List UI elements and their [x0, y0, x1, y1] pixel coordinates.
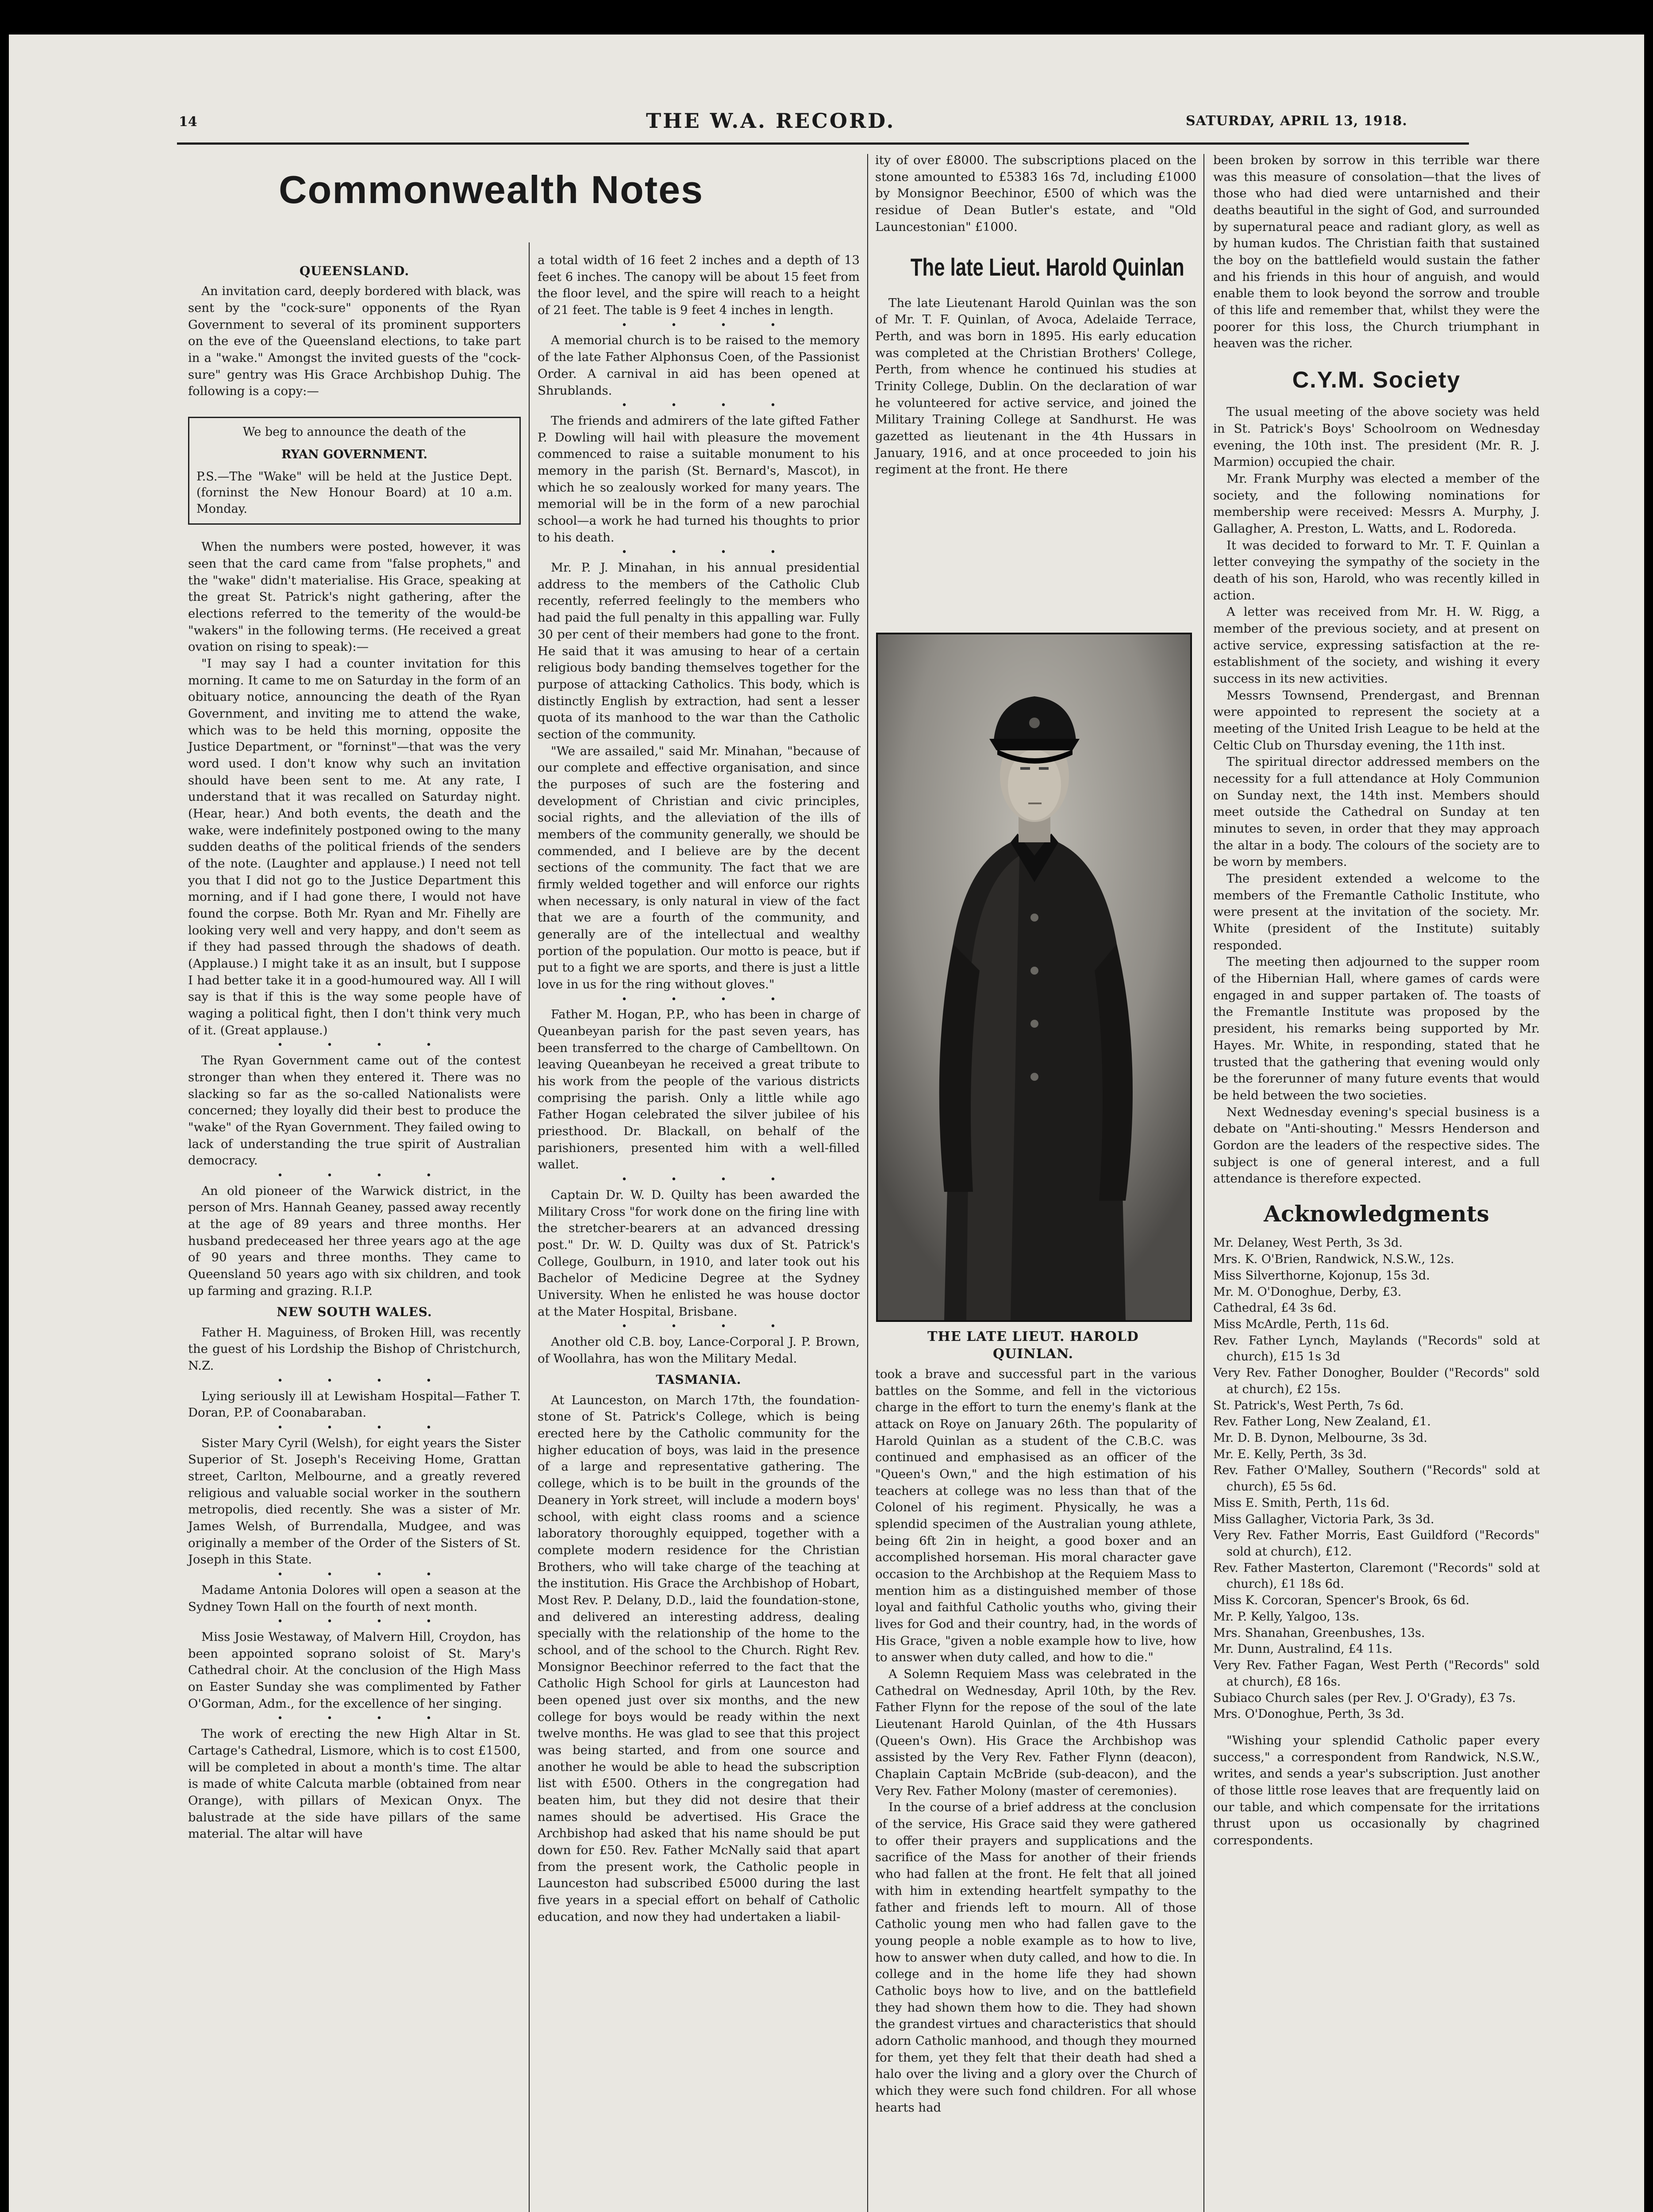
- ack-item: Mrs. Shanahan, Greenbushes, 13s.: [1213, 1626, 1425, 1640]
- col1-paragraph: The work of erecting the new High Altar in St. Cartage's Cathedral, Lismore, which is to cost £1500, will be completed in about a month's time. The altar is made of white Calcuta marble (obtained from near Orange), with pillars of Mexican Onyx. The balustrade at the side have pillars of the same material. The altar will have: [188, 1727, 521, 1841]
- ack-item: Cathedral, £4 3s 6d.: [1213, 1301, 1337, 1315]
- column-rule-3: [1203, 154, 1204, 2212]
- cym-paragraph: The meeting then adjourned to the supper room of the Hibernian Hall, where games of cards were engaged in and supper partaken of. The toasts of the Fremantle Institute was proposed by the president, his remarks being supported by Mr. Hayes. Mr. White, in responding, stated that he trusted that the gathering that evening would only be the forerunner of many future events that would be held between the two societies.: [1213, 955, 1540, 1102]
- masthead-title: THE W.A. RECORD.: [646, 109, 896, 133]
- tasmania-subhead: TASMANIA.: [656, 1372, 742, 1387]
- cym-paragraph: Messrs Townsend, Prendergast, and Brennan were appointed to represent the society at a meeting of the United Irish League to be held at the Celtic Club on Thursday evening, the 11th inst.: [1213, 688, 1540, 753]
- ack-item: Rev. Father O'Malley, Southern ("Records" sold at church), £5 5s 6d.: [1213, 1463, 1540, 1494]
- soldier-portrait: [878, 634, 1190, 1320]
- col2-paragraph: a total width of 16 feet 2 inches and a depth of 13 feet 6 inches. The canopy will be about 15 feet from the floor level, and the spire will reach to a height of 21 feet. The table is 9 feet 4 inches in length.: [538, 253, 860, 318]
- ack-item: St. Patrick's, West Perth, 7s 6d.: [1213, 1398, 1404, 1413]
- column-1: QUEENSLAND. An invitation card, deeply bordered with black, was sent by the "cock-sure" opponents of the Ryan Government to several of its prominent supporters on the eve of the Queensland elections, to take part in a "wake." Amongst the invited guests of the "cock-sure" gentry was His Grace Archbishop Duhig. The following is a copy:— We beg to announce the death of the RYAN GOVERNMENT. P.S.—The "Wake" will be held at the Justice Dept. (forninst the New Honour Board) at 10 a.m. Monday. When the numbers were posted, however, it was seen that the card came from "false prophets," and the "wake" didn't materialise. His Grace, speaking at the great St. Patrick's night gathering, after the elections referred to the temerity of the would-be "wakers" in the following terms. (He received a great ovation on rising to speak):— "I may say I had a counter invitation for this morning. It came to me on Saturday in the form of an obituary notice, announcing the death of the Ryan Government, and inviting me to attend the wake, which was to be held this morning, opposite the Justice Department, or "forninst"—that was the very word used. I don't know why such an invitation should have been sent to me. At any rate, I understand that it was recalled on Saturday night. (Hear, hear.) And both events, the death and the wake, were indefinitely postponed owing to the many sudden deaths of the political friends of the senders of the note. (Laughter and applause.) I need not tell you that I did not go to the Justice Department this morning, and if I had gone there, I would not have found the corpse. Both Mr. Ryan and Mr. Fihelly are looking very well and very happy, and don't seem as if they had passed through the shadows of death. (Applause.) I might take it as an insult, but I suppose I had better take it in a good-humoured way. All I will say is that if this is the way some people have of waging a political fight, then I don't think very much of it. (Great applause.) • • • • The Ryan Government came out of the contest stronger than when they entered it. There was no slacking so far as the so-called Nationalists were concerned; they loyally did their best to produce the "wake" of the Ryan Government. They failed owing to lack of understanding the true spirit of Australian democracy. • • • • An old pioneer of the Warwick district, in the person of Mrs. Hannah Geaney, passed away recently at the age of 89 years and three months. Her husband predeceased her three years ago at the age of 90 years and three months. They came to Queensland 50 years ago with six children, and took up farming and grazing. R.I.P. NEW SOUTH WALES. Father H. Maguiness, of Broken Hill, was recently the guest of his Lordship the Bishop of Christchurch, N.Z. • • • • Lying seriously ill at Lewisham Hospital—Father T. Doran, P.P. of Coonabaraban. • • • • Sister Mary Cyril (Welsh), for eight years the Sister Superior of St. Joseph's Receiving Home, Grattan street, Carlton, Melbourne, and a greatly revered religious and valuable social worker in the southern metropolis, died recently. She was a sister of Mr. James Welsh, of Burrendalla, Mudgee, and was originally a member of the Order of the Sisters of St. Joseph in this State. • • • • Madame Antonia Dolores will open a season at the Sydney Town Hall on the fourth of next month. • • • • Miss Josie Westaway, of Malvern Hill, Croydon, has been appointed soprano soloist of St. Mary's Cathedral choir. At the conclusion of the High Mass on Easter Sunday she was complimented by Father O'Gorman, Adm., for the excellence of her singing. • • • • The work of erecting the new High Altar in St. Cartage's Cathedral, Lismore, which is to cost £1500, will be completed in about a month's time. The altar is made of white Calcuta marble (obtained from near Orange), with pillars of Mexican Onyx. The balustrade at the side have pillars of the same material. The altar will have: [188, 258, 521, 1843]
- col2-paragraph: A memorial church is to be raised to the memory of the late Father Alphonsus Coen, of the Passionist Order. A carnival in aid has been opened at Shrublands.: [538, 333, 860, 398]
- quinlan-paragraph-cont: been broken by sorrow in this terrible war there was this measure of consolation—that the lives of those who had died were untarnished and their deaths beautiful in the sight of God, and surrounded by supernatural peace and radiant glory, as well as by human kudos. The Christian faith that sustained the boy on the battlefield would sustain the father and his friends in this hour of anguish, and would enable them to look beyond the sorrow and trouble of this life and remember that, whilst they were the poorer for this loss, the Church triumphant in heaven was the richer.: [1213, 153, 1540, 351]
- ack-item: Miss K. Corcoran, Spencer's Brook, 6s 6d.: [1213, 1594, 1470, 1608]
- ack-item: Mr. M. O'Donoghue, Derby, £3.: [1213, 1285, 1402, 1299]
- commonwealth-notes-heading: Commonwealth Notes: [279, 168, 704, 211]
- ack-item: Miss McArdle, Perth, 11s 6d.: [1213, 1317, 1389, 1331]
- portrait-photo: [876, 633, 1192, 1322]
- column-rule-2: [867, 154, 868, 2212]
- ack-item: Mrs. O'Donoghue, Perth, 3s 3d.: [1213, 1707, 1404, 1721]
- card-line-3: P.S.—The "Wake" will be held at the Justice Dept. (forninst the New Honour Board) at 10 a.m. Monday.: [196, 469, 512, 516]
- col1-paragraph: Father H. Maguiness, of Broken Hill, was recently the guest of his Lordship the Bishop of Christchurch, N.Z.: [188, 1325, 521, 1373]
- ack-item: Mr. D. B. Dynon, Melbourne, 3s 3d.: [1213, 1431, 1427, 1445]
- cym-paragraph: Mr. Frank Murphy was elected a member of the society, and the following nominations for membership were received: Messrs A. Murphy, J. Gallagher, A. Preston, L. Watts, and L. Rodoreda.: [1213, 471, 1540, 536]
- col2-paragraph: Mr. P. J. Minahan, in his annual presidential address to the members of the Catholic Club recently, referred feelingly to the members who had paid the full penalty in this appalling war. Fully 30 per cent of their members had gone to the front. He said that it was amusing to hear of a certain religious body banding themselves together for the purpose of attacking Catholics. This body, which is distinctly English by extraction, had sent a lesser quota of its manhood to the war than the Catholic section of the community.: [538, 561, 860, 741]
- column-4-top: [1213, 152, 1540, 1849]
- column-rule-1: [529, 242, 530, 2212]
- ack-item: Very Rev. Father Donogher, Boulder ("Records" sold at church), £2 15s.: [1213, 1366, 1540, 1396]
- col1-paragraph: An old pioneer of the Warwick district, in the person of Mrs. Hannah Geaney, passed away recently at the age of 89 years and three months. Her husband predeceased her three years ago at the age of 90 years and three months. They came to Queensland 50 years ago with six children, and took up farming and grazing. R.I.P.: [188, 1183, 521, 1298]
- ack-item: Subiaco Church sales (per Rev. J. O'Grady), £3 7s.: [1213, 1691, 1516, 1705]
- col2-paragraph: Father M. Hogan, P.P., who has been in charge of Queanbeyan parish for the past seven years, has been transferred to the charge of Cambelltown. On leaving Queanbeyan he received a great tribute to his work from the people of the various districts comprising the parish. Only a little while ago Father Hogan celebrated the silver jubilee of his priesthood. Dr. Blackall, on behalf of the parishioners, presented him with a well-filled wallet.: [538, 1007, 860, 1172]
- issue-date: SATURDAY, APRIL 13, 1918.: [1186, 113, 1407, 129]
- ack-item: Very Rev. Father Morris, East Guildford ("Records" sold at church), £12.: [1213, 1528, 1540, 1559]
- col2-paragraph: Captain Dr. W. D. Quilty has been awarded the Military Cross "for work done on the firing line with the stretcher-bearers at an advanced dressing post." Dr. W. D. Quilty was dux of St. Patrick's College, Goulburn, in 1910, and later took out his Bachelor of Medicine Degree at the Sydney University. When he enlisted he was house doctor at the Mater Hospital, Brisbane.: [538, 1187, 860, 1319]
- cym-paragraph: The usual meeting of the above society was held in St. Patrick's Boys' Schoolroom on Wednesday evening, the 10th inst. The president (Mr. R. J. Marmion) occupied the chair.: [1213, 405, 1540, 469]
- photo-caption: THE LATE LIEUT. HAROLD QUINLAN.: [927, 1329, 1139, 1362]
- ack-item: Mr. P. Kelly, Yalgoo, 13s.: [1213, 1609, 1360, 1624]
- column-3-bottom: [875, 1366, 1196, 2116]
- ack-item: Mr. E. Kelly, Perth, 3s 3d.: [1213, 1447, 1367, 1461]
- quinlan-heading: The late Lieut. Harold Quinlan: [910, 253, 1184, 281]
- col1-intro: An invitation card, deeply bordered with black, was sent by the "cock-sure" opponents of the Ryan Government to several of its prominent supporters on the eve of the Queensland elections, to take part in a "wake." Amongst the invited guests of the "cock-sure" gentry was His Grace Archbishop Duhig. The following is a copy:—: [188, 284, 521, 399]
- col2-paragraph: At Launceston, on March 17th, the foundation-stone of St. Patrick's College, which is being erected here by the Catholic community for the higher education of boys, was laid in the presence of a large and representative gathering. The college, which is to be built in the grounds of the Deanery in York street, will include a modern boys' school, with eight class rooms and a science laboratory thoroughly equipped, together with a complete modern residence for the Christian Brothers, who will take charge of the teaching at the institution. His Grace the Archbishop of Hobart, Most Rev. P. Delany, D.D., laid the foundation-stone, and delivered an interesting address, dealing specially with the relationship of the home to the school, and of the school to the Church. Right Rev. Monsignor Beechinor referred to the fact that the Catholic High School for girls at Launceston had been opened just over six months, and the new college for boys would be ready within the next twelve months. He was glad to see that this project was being started, and from one source and another he would be able to head the subscription list with £500. Others in the congregation had beaten him, but they did not desire that their names should be advertised. His Grace the Archbishop had asked that his name should be put down for £50. Rev. Father McNally said that apart from the present work, the Catholic people in Launceston had subscribed £5000 during the last five years in a special effort on behalf of Catholic education, and now they had undertaken a liabil-: [538, 1393, 860, 1924]
- col1-paragraph: Lying seriously ill at Lewisham Hospital—Father T. Doran, P.P. of Coonabaraban.: [188, 1389, 521, 1420]
- ack-item: Rev. Father Masterton, Claremont ("Records" sold at church), £1 18s 6d.: [1213, 1561, 1540, 1591]
- cym-paragraph: It was decided to forward to Mr. T. F. Quinlan a letter conveying the sympathy of the society in the death of his son, Harold, who was recently killed in action.: [1213, 538, 1540, 603]
- col2-paragraph: Another old C.B. boy, Lance-Corporal J. P. Brown, of Woollahra, has won the Military Medal.: [538, 1335, 860, 1366]
- col1-paragraph: Sister Mary Cyril (Welsh), for eight years the Sister Superior of St. Joseph's Receiving Home, Grattan street, Carlton, Melbourne, and a greatly revered religious and valuable social worker in the southern metropolis, died recently. She was a sister of Mr. James Welsh, of Burrendalla, Mudgee, and was originally a member of the Order of the Sisters of St. Joseph in this State.: [188, 1436, 521, 1567]
- ack-heading: Acknowledgments: [1264, 1200, 1489, 1227]
- cym-paragraph: Next Wednesday evening's special business is a debate on "Anti-shouting." Messrs Henderson and Gordon are the leaders of the respective sides. The subject is one of general interest, and a full attendance is therefore expected.: [1213, 1105, 1540, 1186]
- ack-item: Very Rev. Father Fagan, West Perth ("Records" sold at church), £8 16s.: [1213, 1659, 1540, 1689]
- ack-item: Mrs. K. O'Brien, Randwick, N.S.W., 12s.: [1213, 1252, 1454, 1267]
- col2-paragraph: "We are assailed," said Mr. Minahan, "because of our complete and effective organisation, and since the purposes of such are the fostering and development of Christian and civic principles, social rights, and the alleviation of the ills of members of the community generally, we should be commended, and I believe are by the decent sections of the community. The fact that we are firmly welded together and will enforce our rights when necessary, is only natural in view of the fact that we are a fourth of the community, and generally are of the intellectual and wealthy portion of the population. Our motto is peace, but if put to a fight we are sports, and there is just a little love in us for the ring without gloves.": [538, 744, 860, 991]
- page-number: 14: [179, 114, 197, 130]
- nsw-subhead: NEW SOUTH WALES.: [277, 1305, 432, 1320]
- col1-paragraph: The Ryan Government came out of the contest stronger than when they entered it. There was no slacking so far as the so-called Nationalists were concerned; they loyally did their best to produce the "wake" of the Ryan Government. They failed owing to lack of understanding the true spirit of Australian democracy.: [188, 1053, 521, 1168]
- masthead-rule: [177, 142, 1469, 145]
- ack-item: Rev. Father Long, New Zealand, £1.: [1213, 1415, 1431, 1429]
- ack-item: Mr. Dunn, Australind, £4 11s.: [1213, 1642, 1393, 1656]
- quinlan-paragraph: The late Lieutenant Harold Quinlan was the son of Mr. T. F. Quinlan, of Avoca, Adelaide Terrace, Perth, and was born in 1895. His early education was completed at the Christian Brothers' College, Perth, from whence he continued his studies at Trinity College, Dublin. On the declaration of war he volunteered for active service, and joined the Military Training College at Sandhurst. He was gazetted as lieutenant in the 4th Hussars in January, 1916, and at once proceeded to join his regiment at the front. He there: [875, 296, 1196, 477]
- col1-paragraph: "I may say I had a counter invitation for this morning. It came to me on Saturday in the form of an obituary notice, announcing the death of the Ryan Government, and inviting me to attend the wake, which was to be held this morning, opposite the Justice Department, or "forninst"—that was the very word used. I don't know why such an invitation should have been sent to me. At any rate, I understand that it was recalled on Saturday night. (Hear, hear.) And both events, the death and the wake, were indefinitely postponed owing to the many sudden deaths of the political friends of the senders of the note. (Laughter and applause.) I need not tell you that I did not go to the Justice Department this morning, and if I had gone there, I would not have found the corpse. Both Mr. Ryan and Mr. Fihelly are looking very well and very happy, and don't seem as if they had passed through the shadows of death. (Applause.) I might take it as an insult, but I suppose I had better take it in a good-humoured way. All I will say is that if this is the way some people have of waging a political fight, then I don't think very much of it. (Great applause.): [188, 656, 521, 1037]
- ack-list: [1213, 1235, 1540, 1723]
- quinlan-paragraph: A Solemn Requiem Mass was celebrated in the Cathedral on Wednesday, April 10th, by the Rev. Father Flynn for the repose of the soul of the late Lieutenant Harold Quinlan, of the 4th Hussars (Queen's Own). His Grace the Archbishop was assisted by the Very Rev. Father Flynn (deacon), Chaplain Captain McBride (sub-deacon), and the Very Rev. Father Molony (master of ceremonies).: [875, 1667, 1196, 1798]
- quinlan-paragraph: In the course of a brief address at the conclusion of the service, His Grace said they were gathered to offer their prayers and supplications and the sacrifice of the Mass for another of their friends who had fallen at the front. He felt that all joined with him in extending heartfelt sympathy to the father and friends left to mourn. All of those Catholic young men who had fallen gave to the young people a noble example as to how to live, how to answer when duty called, and how to die. In college and in the home life they had shown Catholic boys how to live, and on the battlefield they had shown them how to die. They had shown the grandest virtues and characteristics that should adorn Catholic manhood, and though they mourned for them, yet they felt that their death had shed a halo over the living and a glory over the Church of which they were such fond children. For all whose hearts had: [875, 1800, 1196, 2115]
- column-3-top: [875, 152, 1196, 478]
- col3-continuation: ity of over £8000. The subscriptions placed on the stone amounted to £5383 16s 7d, including £1000 by Monsignor Beechinor, £500 of which was the residue of Dean Butler's estate, and "Old Launcestonian" £1000.: [875, 153, 1196, 234]
- card-line-1: We beg to announce the death of the: [242, 425, 466, 439]
- column-2: a total width of 16 feet 2 inches and a depth of 13 feet 6 inches. The canopy will be about 15 feet from the floor level, and the spire will reach to a height of 21 feet. The table is 9 feet 4 inches in length. • • • • A memorial church is to be raised to the memory of the late Father Alphonsus Coen, of the Passionist Order. A carnival in aid has been opened at Shrublands. • • • • The friends and admirers of the late gifted Father P. Dowling will hail with pleasure the movement commenced to raise a suitable monument to his memory in the parish (St. Bernard's, Mascot), in which he so zealously worked for many years. The memorial will be in the form of a new parochial school—a work he had turned his thoughts to prior to his death. • • • • Mr. P. J. Minahan, in his annual presidential address to the members of the Catholic Club recently, referred feelingly to the members who had paid the full penalty in this appalling war. Fully 30 per cent of their members had gone to the front. He said that it was amusing to hear of a certain religious body banding themselves together for the purpose of attacking Catholics. This body, which is distinctly English by extraction, had sent a lesser quota of its manhood to the war than the Catholic section of the community. "We are assailed," said Mr. Minahan, "because of our complete and effective organisation, and since the purposes of such are the fostering and development of Christian and civic principles, social rights, and the alleviation of the ills of members of the community generally, we should be commended, and I believe are by the decent sections of the community. The fact that we are firmly welded together and will enforce our rights when necessary, is only natural in view of the fact that we are a fourth of the community, and generally are of the intellectual and wealthy portion of the population. Our motto is peace, but if put to a fight we are sports, and there is just a little love in us for the ring without gloves." • • • • Father M. Hogan, P.P., who has been in charge of Queanbeyan parish for the past seven years, has been transferred to the charge of Cambelltown. On leaving Queanbeyan he received a great tribute to his work from the people of the various districts comprising the parish. Only a little while ago Father Hogan celebrated the silver jubilee of his priesthood. Dr. Blackall, on behalf of the parishioners, presented him with a well-filled wallet. • • • • Captain Dr. W. D. Quilty has been awarded the Military Cross "for work done on the firing line with the stretcher-bearers at an advanced dressing post." Dr. W. D. Quilty was dux of St. Patrick's College, Goulburn, in 1910, and later took out his Bachelor of Medicine Degree at the Sydney University. When he enlisted he was house doctor at the Mater Hospital, Brisbane. • • • • Another old C.B. boy, Lance-Corporal J. P. Brown, of Woollahra, has won the Military Medal. TASMANIA. At Launceston, on March 17th, the foundation-stone of St. Patrick's College, which is being erected here by the Catholic community for the higher education of boys, was laid in the presence of a large and representative gathering. The college, which is to be built in the grounds of the Deanery in York street, will include a modern boys' school, with eight class rooms and a science laboratory thoroughly equipped, together with a complete modern residence for the Christian Brothers, who will take charge of the teaching at the institution. His Grace the Archbishop of Hobart, Most Rev. P. Delany, D.D., laid the foundation-stone, and delivered an interesting address, dealing specially with the relationship of the home to the school, and of the school to the Church. Right Rev. Monsignor Beechinor referred to the fact that the Catholic High School for girls at Launceston had been opened just over six months, and the new college for boys would be ready within the next twelve months. He was glad to see that this project was being started, and from one source and another he would be able to head the subscription list with £500. Others in the congregation had beaten him, but they did not desire that their names should be advertised. His Grace the Archbishop had asked that his name should be put down for £50. Rev. Father McNally said that apart from the present work, the Catholic people in Launceston had subscribed £5000 during the last five years in a special effort on behalf of Catholic education, and now they had undertaken a liabil-: [538, 252, 860, 1925]
- mock-death-card: [188, 417, 521, 525]
- queensland-subhead: QUEENSLAND.: [299, 264, 410, 278]
- newspaper-page: [9, 35, 1644, 2212]
- cym-paragraph: The spiritual director addressed members on the necessity for a full attendance at Holy Communion on Sunday next, the 14th inst. Members should meet outside the Cathedral on Sunday at ten minutes to seven, in order that they may approach the altar in a body. The colours of the society are to be worn by members.: [1213, 755, 1540, 869]
- ack-item: Rev. Father Lynch, Maylands ("Records" sold at church), £15 1s 3d: [1213, 1333, 1540, 1364]
- ack-item: Miss E. Smith, Perth, 11s 6d.: [1213, 1496, 1390, 1510]
- ack-item: Miss Silverthorne, Kojonup, 15s 3d.: [1213, 1268, 1430, 1283]
- card-line-2: RYAN GOVERNMENT.: [281, 447, 428, 461]
- cym-paragraph: The president extended a welcome to the members of the Fremantle Catholic Institute, who were present at the invitation of the society. Mr. White (president of the Institute) suitably responded.: [1213, 872, 1540, 952]
- col1-paragraph: Miss Josie Westaway, of Malvern Hill, Croydon, has been appointed soprano soloist of St. Mary's Cathedral choir. At the conclusion of the High Mass on Easter Sunday she was complimented by Father O'Gorman, Adm., for the excellence of her singing.: [188, 1630, 521, 1711]
- col1-paragraph: Madame Antonia Dolores will open a season at the Sydney Town Hall on the fourth of next month.: [188, 1582, 521, 1614]
- cym-paragraph: A letter was received from Mr. H. W. Rigg, a member of the previous society, and at present on active service, expressing satisfaction at the re-establishment of the society, and wishing it every success in its new activities.: [1213, 605, 1540, 686]
- ack-item: Miss Gallagher, Victoria Park, 3s 3d.: [1213, 1512, 1434, 1526]
- cym-heading: C.Y.M. Society: [1292, 367, 1461, 393]
- col1-paragraph: When the numbers were posted, however, it was seen that the card came from "false prophets," and the "wake" didn't materialise. His Grace, speaking at the great St. Patrick's night gathering, after the elections referred to the temerity of the would-be "wakers" in the following terms. (He received a great ovation on rising to speak):—: [188, 540, 521, 654]
- col2-paragraph: The friends and admirers of the late gifted Father P. Dowling will hail with pleasure the movement commenced to raise a suitable monument to his memory in the parish (St. Bernard's, Mascot), in which he so zealously worked for many years. The memorial will be in the form of a new parochial school—a work he had turned his thoughts to prior to his death.: [538, 413, 860, 545]
- ack-quote: "Wishing your splendid Catholic paper every success," a correspondent from Randwick, N.S.W., writes, and sends a year's subscription. Just another of those little rose leaves that are frequently laid on our table, and which compensate for the irritations thrust upon us occasionally by chagrined correspondents.: [1213, 1733, 1540, 1847]
- ack-item: Mr. Delaney, West Perth, 3s 3d.: [1213, 1236, 1403, 1250]
- quinlan-paragraph: took a brave and successful part in the various battles on the Somme, and fell in the victorious charge in the effort to turn the enemy's flank at the attack on Roye on January 26th. The popularity of Harold Quinlan as a student of the C.B.C. was continued and emphasised as an officer of the "Queen's Own," and the high estimation of his teachers at college was no less than that of the Colonel of his regiment. Physically, he was a splendid specimen of the Australian young athlete, being 6ft 2in in height, a good boxer and an accomplished horseman. His moral character gave occasion to the Archbishop at the Requiem Mass to mention him as a distinguished member of those loyal and faithful Catholic youths who, giving their lives for God and their country, had, in the words of His Grace, "given a noble example how to live, how to answer when duty called, and how to die.": [875, 1367, 1196, 1665]
